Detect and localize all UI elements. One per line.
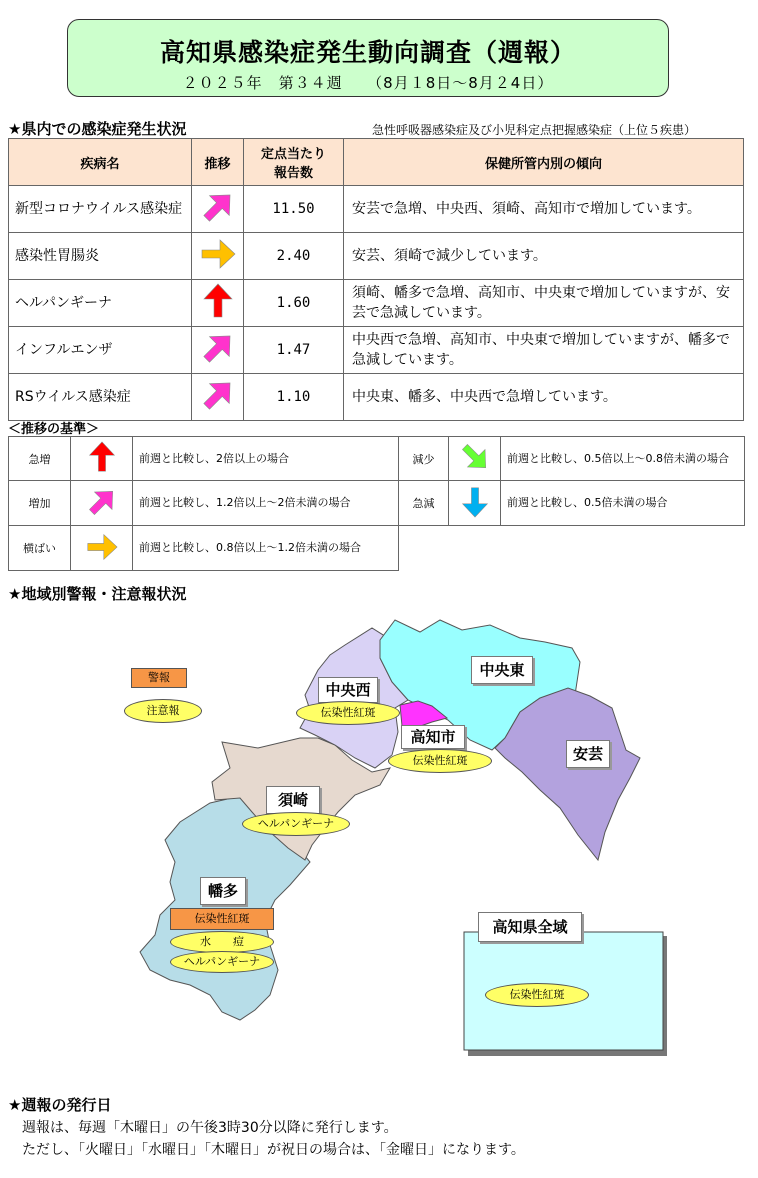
table-row xyxy=(9,186,744,233)
legend-label-decrease: 減少 xyxy=(399,437,449,481)
legend-row xyxy=(9,481,745,526)
legend-label-increase: 増加 xyxy=(9,481,71,526)
col-header-rate-line1: 定点当たり xyxy=(260,147,326,162)
trend-cell xyxy=(192,233,244,280)
advisory-badge-susaki: ヘルパンギーナ xyxy=(242,812,350,836)
surge-arrow-icon xyxy=(198,283,238,319)
flat-arrow-icon xyxy=(198,236,238,272)
key-warning-badge: 警報 xyxy=(131,668,187,688)
region-label-susaki: 須崎 xyxy=(266,786,320,814)
section-heading-map: ★地域別警報・注意報状況 xyxy=(8,585,187,603)
report-header xyxy=(67,19,669,97)
region-label-chuo-higashi: 中央東 xyxy=(471,656,533,684)
advisory-badge-prefecture: 伝染性紅斑 xyxy=(485,983,589,1007)
rate-value: 2.40 xyxy=(244,233,344,280)
region-trend: 中央西で急増、高知市、中央東で増加していますが、幡多で急減しています。 xyxy=(344,327,744,374)
disease-name: ヘルパンギーナ xyxy=(9,280,192,327)
legend-desc-decrease: 前週と比較し、0.5倍以上～0.8倍未満の場合 xyxy=(501,437,745,481)
col-header-trend: 推移 xyxy=(192,139,244,186)
legend-desc-flat: 前週と比較し、0.8倍以上～1.2倍未満の場合 xyxy=(133,526,399,571)
disease-name: RSウイルス感染症 xyxy=(9,374,192,421)
publication-note-2: ただし、「火曜日」「水曜日」「木曜日」が祝日の場合は、「金曜日」になります。 xyxy=(22,1142,525,1158)
legend-label-plunge: 急減 xyxy=(399,481,449,526)
legend-icon-cell xyxy=(71,481,133,526)
plunge-arrow-shape xyxy=(462,487,487,516)
increase-arrow-shape xyxy=(198,189,238,225)
trend-cell xyxy=(192,327,244,374)
table-row xyxy=(9,374,744,421)
region-trend: 安芸で急増、中央西、須崎、高知市で増加しています。 xyxy=(344,186,744,233)
region-label-prefecture: 高知県全域 xyxy=(478,912,582,942)
col-header-rate-line2: 報告数 xyxy=(273,166,313,181)
region-trend: 須崎、幡多で急増、高知市、中央東で増加していますが、安芸で急減しています。 xyxy=(344,280,744,327)
flat-arrow-icon xyxy=(83,531,121,563)
trend-cell xyxy=(192,374,244,421)
rate-value: 1.47 xyxy=(244,327,344,374)
legend-label-flat: 横ばい xyxy=(9,526,71,571)
increase-arrow-icon xyxy=(198,377,238,413)
increase-arrow-shape xyxy=(198,330,238,366)
section-heading-status: ★県内での感染症発生状況 xyxy=(8,120,187,138)
legend-desc-increase: 前週と比較し、1.2倍以上～2倍未満の場合 xyxy=(133,481,399,526)
surge-arrow-shape xyxy=(204,284,232,317)
increase-arrow-shape xyxy=(83,486,121,518)
trend-cell xyxy=(192,186,244,233)
section-note: 急性呼吸器感染症及び小児科定点把握感染症（上位５疾患） xyxy=(372,123,697,137)
table-row xyxy=(9,280,744,327)
flat-arrow-shape xyxy=(87,534,116,559)
legend-row xyxy=(9,437,745,481)
legend-desc-surge: 前週と比較し、2倍以上の場合 xyxy=(133,437,399,481)
legend-icon-cell xyxy=(449,481,501,526)
table-row xyxy=(9,233,744,280)
table-header-row xyxy=(9,139,744,186)
rate-value: 11.50 xyxy=(244,186,344,233)
region-label-chuo-nishi: 中央西 xyxy=(318,677,378,703)
decrease-arrow-shape xyxy=(456,441,494,473)
increase-arrow-icon xyxy=(83,486,121,518)
report-period: ２０２５年 第３４週 （8月１8日～8月２4日） xyxy=(182,74,554,92)
page-title: 高知県感染症発生動向調査（週報） xyxy=(159,38,576,67)
legend-desc-plunge: 前週と比較し、0.5倍未満の場合 xyxy=(501,481,745,526)
warning-badge-hata: 伝染性紅斑 xyxy=(170,908,274,930)
increase-arrow-shape xyxy=(198,377,238,413)
table-row xyxy=(9,327,744,374)
trend-cell xyxy=(192,280,244,327)
advisory-badge-kochi-city: 伝染性紅斑 xyxy=(388,749,492,773)
legend-heading: ＜推移の基準＞ xyxy=(8,422,100,437)
flat-arrow-shape xyxy=(202,240,235,268)
col-header-rate xyxy=(244,139,344,186)
surge-arrow-shape xyxy=(89,442,114,471)
disease-name: 新型コロナウイルス感染症 xyxy=(9,186,192,233)
legend-label-surge: 急増 xyxy=(9,437,71,481)
kochi-region-map xyxy=(0,600,758,1070)
legend-icon-cell xyxy=(71,437,133,481)
col-header-region: 保健所管内別の傾向 xyxy=(344,139,744,186)
increase-arrow-icon xyxy=(198,189,238,225)
region-trend: 中央東、幡多、中央西で急増しています。 xyxy=(344,374,744,421)
region-label-kochi-city: 高知市 xyxy=(401,725,465,749)
legend-table xyxy=(8,436,745,571)
advisory-badge-chuo-nishi: 伝染性紅斑 xyxy=(296,701,400,725)
publication-note-1: 週報は、毎週「木曜日」の午後3時30分以降に発行します。 xyxy=(22,1120,398,1136)
legend-icon-cell xyxy=(449,437,501,481)
rate-value: 1.10 xyxy=(244,374,344,421)
disease-table xyxy=(8,138,744,421)
region-label-aki: 安芸 xyxy=(566,740,610,768)
col-header-disease: 疾病名 xyxy=(9,139,192,186)
rate-value: 1.60 xyxy=(244,280,344,327)
legend-icon-cell xyxy=(71,526,133,571)
region-label-hata: 幡多 xyxy=(200,877,246,905)
legend-blank xyxy=(399,526,745,571)
advisory-badge-hata-1: 水 痘 xyxy=(170,931,274,953)
plunge-arrow-icon xyxy=(456,486,494,518)
increase-arrow-icon xyxy=(198,330,238,366)
advisory-badge-hata-2: ヘルパンギーナ xyxy=(170,951,274,973)
region-trend: 安芸、須崎で減少しています。 xyxy=(344,233,744,280)
disease-name: インフルエンザ xyxy=(9,327,192,374)
section-heading-publication: ★週報の発行日 xyxy=(8,1096,112,1114)
decrease-arrow-icon xyxy=(456,441,494,473)
legend-row xyxy=(9,526,745,571)
disease-name: 感染性胃腸炎 xyxy=(9,233,192,280)
key-advisory-badge: 注意報 xyxy=(124,699,202,723)
surge-arrow-icon xyxy=(83,441,121,473)
